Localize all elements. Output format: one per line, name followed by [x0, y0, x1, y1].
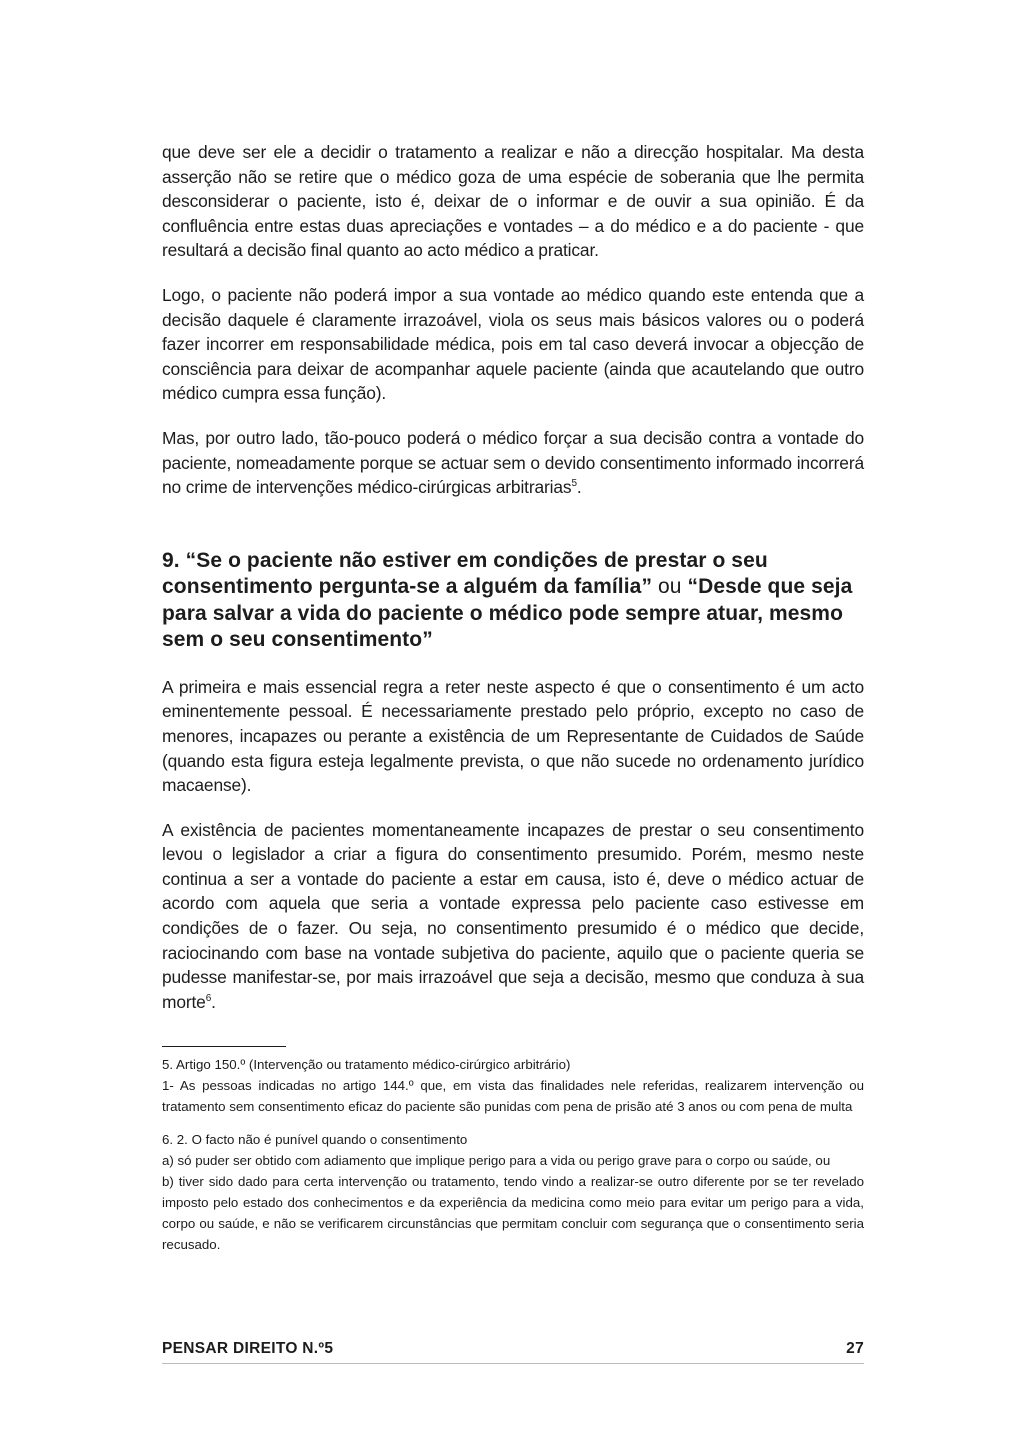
page-footer	[162, 1340, 864, 1358]
body-paragraph-2: Logo, o paciente não poderá impor a sua vontade ao médico quando este entenda que a decisão daquele é claramente irrazoável, viola os seus mais básicos valores ou o poderá fazer incorrer em responsabilidade médica, pois em tal caso deverá invocar a objecção de consciência para deixar de acompanhar aquele paciente (ainda que acautelando que outro médico cumpra essa função).	[162, 284, 864, 404]
section-paragraph-2-end: .	[211, 991, 216, 1012]
section-heading-part1: 9. “Se o paciente não estiver em condições de prestar o seu consentimento pergunta-se a alguém da família”	[162, 548, 768, 599]
footnote-5-line-2: 1- As pessoas indicadas no artigo 144.º que, em vista das finalidades nele referidas, realizarem intervenção ou tratamento sem consentimento eficaz do paciente são punidas com pena de prisão até 3 anos ou com pena de multa	[162, 1078, 864, 1115]
footnote-divider	[162, 1046, 286, 1047]
section-heading-9	[162, 548, 864, 654]
section-heading-part2: “Desde que seja para salvar a vida do paciente o médico pode sempre atuar, mesmo sem o seu consentimento”	[162, 575, 853, 652]
footnote-5	[162, 1054, 864, 1117]
body-paragraph-3	[162, 426, 864, 500]
section-paragraph-2-text: A existência de pacientes momentaneamente incapazes de prestar o seu consentimento levou o legislador a criar a figura do consentimento presumido. Porém, mesmo neste continua a ser a vontade do paciente a estar em causa, isto é, deve o médico actuar de acordo com aquela que seria a vontade expressa pelo paciente caso estivesse em condições de o fazer. Ou seja, no consentimento presumido é o médico que decide, raciocinando com base na vontade subjetiva do paciente, aquilo que o paciente queria se pudesse manifestar-se, por mais irrazoável que seja a decisão, mesmo que conduza à sua morte	[162, 819, 864, 1012]
footnote-6-line-2: a) só puder ser obtido com adiamento que implique perigo para a vida ou perigo grave para o corpo ou saúde, ou	[162, 1153, 831, 1169]
footnote-ref-5[interactable]: 5	[571, 478, 577, 490]
footnote-6-line-3: b) tiver sido dado para certa intervenção ou tratamento, tendo vindo a realizar-se outro diferente por se ter revelado imposto pelo estado dos conhecimentos e da experiência da medicina como meio para evitar um perigo para a vida, corpo ou saúde, e não se verificarem circunstâncias que permitam concluir com segurança que o consentimento seria recusado.	[162, 1174, 864, 1253]
section-heading-or: ou	[652, 575, 688, 599]
footnote-5-line-1: 5. Artigo 150.º (Intervenção ou tratamento médico-cirúrgico arbitrário)	[162, 1057, 571, 1073]
body-paragraph-3-text: Mas, por outro lado, tão-pouco poderá o médico forçar a sua decisão contra a vontade do paciente, nomeadamente porque se actuar sem o devido consentimento informado incorrerá no crime de intervenções médico-cirúrgicas arbitrarias	[162, 427, 864, 498]
body-paragraph-3-end: .	[576, 477, 582, 498]
page-number: 27	[846, 1340, 864, 1357]
footer-divider	[162, 1363, 864, 1364]
section-paragraph-2	[162, 818, 864, 1015]
page-content	[162, 140, 864, 1255]
body-paragraph-1: que deve ser ele a decidir o tratamento a realizar e não a direcção hospitalar. Ma desta asserção não se retire que o médico goza de uma espécie de soberania que lhe permita desconsiderar o paciente, isto é, deixar de o informar e de ouvir a sua opinião. É da confluência entre estas duas apreciações e vontades – a do médico e a do paciente - que resultará a decisão final quanto ao acto médico a praticar.	[162, 142, 864, 261]
footnote-6-line-1: 6. 2. O facto não é punível quando o consentimento	[162, 1132, 468, 1148]
footnote-ref-6[interactable]: 6	[205, 993, 212, 1005]
journal-title: PENSAR DIREITO N.º5	[162, 1340, 334, 1357]
footnote-6	[162, 1129, 864, 1255]
section-paragraph-1: A primeira e mais essencial regra a reter neste aspecto é que o consentimento é um acto eminentemente pessoal. É necessariamente prestado pelo próprio, excepto no caso de menores, incapazes ou perante a existência de um Representante de Cuidados de Saúde (quando esta figura esteja legalmente prevista, o que não sucede no ordenamento jurídico macaense).	[162, 676, 864, 796]
